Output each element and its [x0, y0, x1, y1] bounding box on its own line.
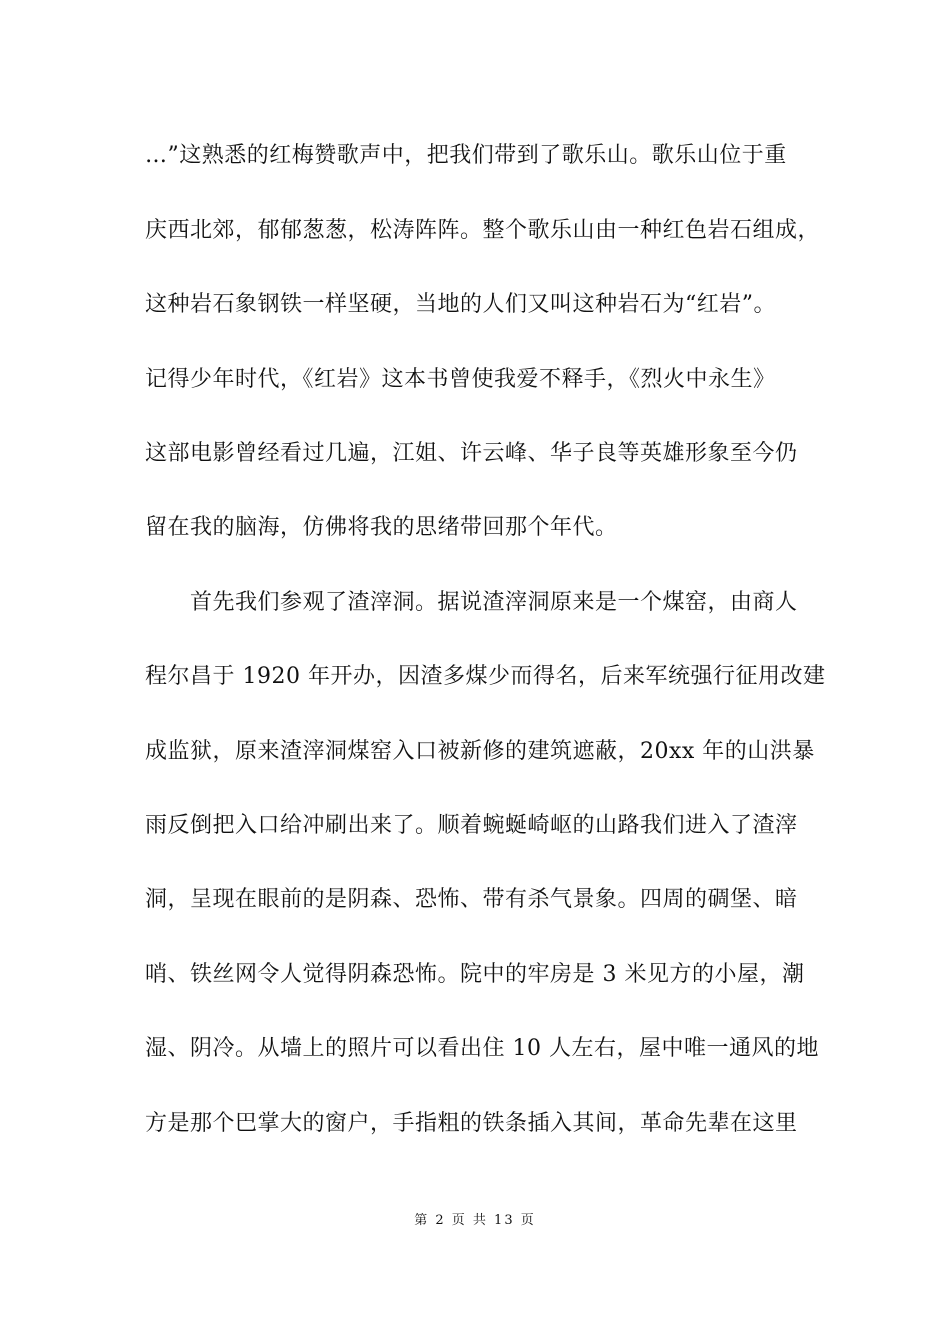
- text-line-6: 留在我的脑海，仿佛将我的思绪带回那个年代。: [145, 515, 618, 540]
- text-line-13: 湿、阴冷。从墙上的照片可以看出住 10 人左右，屋中唯一通风的地: [145, 1036, 819, 1061]
- text-line-9: 成监狱，原来渣滓洞煤窑入口被新修的建筑遮蔽，20xx 年的山洪暴: [145, 739, 815, 764]
- page-number-footer: 第 2 页 共 13 页: [414, 1213, 536, 1228]
- text-line-11: 洞，呈现在眼前的是阴森、恐怖、带有杀气景象。四周的碉堡、暗: [145, 887, 798, 912]
- text-line-14: 方是那个巴掌大的窗户，手指粗的铁条插入其间，革命先辈在这里: [145, 1111, 798, 1136]
- text-line-3: 这种岩石象钢铁一样坚硬，当地的人们又叫这种岩石为“红岩”。: [145, 292, 776, 317]
- text-line-8: 程尔昌于 1920 年开办，因渣多煤少而得名，后来军统强行征用改建: [145, 664, 826, 689]
- text-line-2: 庆西北郊，郁郁葱葱，松涛阵阵。整个歌乐山由一种红色岩石组成，: [145, 218, 821, 243]
- text-line-12: 哨、铁丝网令人觉得阴森恐怖。院中的牢房是 3 米见方的小屋，潮: [145, 962, 805, 987]
- text-line-10: 雨反倒把入口给冲刷出来了。顺着蜿蜒崎岖的山路我们进入了渣滓: [145, 813, 798, 838]
- text-line-1: …”这熟悉的红梅赞歌声中，把我们带到了歌乐山。歌乐山位于重: [145, 143, 787, 168]
- text-line-7: 首先我们参观了渣滓洞。据说渣滓洞原来是一个煤窑，由商人: [190, 590, 798, 615]
- text-line-5: 这部电影曾经看过几遍，江姐、许云峰、华子良等英雄形象至今仍: [145, 441, 798, 466]
- text-line-4: 记得少年时代，《红岩》这本书曾使我爱不释手，《烈火中永生》: [145, 367, 776, 392]
